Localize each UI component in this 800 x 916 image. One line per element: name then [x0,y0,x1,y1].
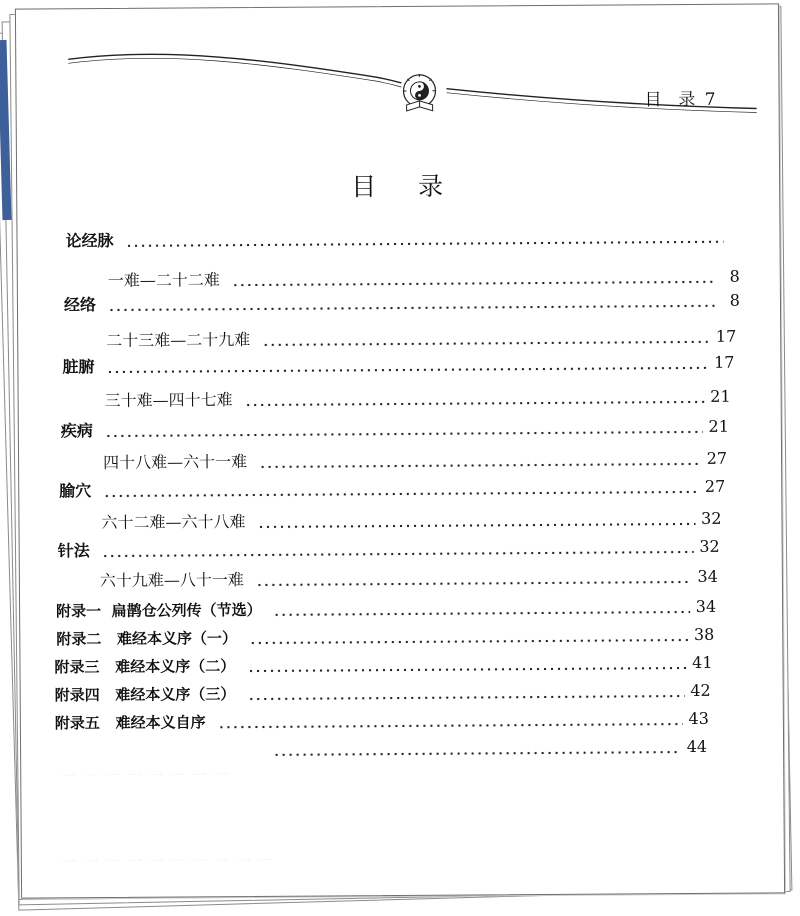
book-page [15,3,785,898]
toc-subentry-row [103,449,727,473]
toc-page-number: 27 [704,476,726,496]
dot-leader [258,522,696,529]
toc-subentry-row [100,567,718,591]
toc-subentry-row [105,387,731,411]
dot-leader [108,304,716,312]
toc-page-number: 27 [706,448,728,468]
toc-subentry-row [108,267,740,291]
running-head: 目 录 7 [644,89,718,111]
toc-page-number: 38 [693,624,715,644]
toc-section-row [64,291,740,316]
toc-page-number: 8 [729,266,740,286]
toc-entry-label: 附录二 难经本义序（一） [56,629,238,649]
toc-page-number: 32 [701,508,722,528]
toc-page-number: 21 [710,386,731,406]
dot-leader [262,340,710,347]
toc-entry-label: 针法 [57,541,90,561]
toc-entry-label: 一难—二十二难 [107,270,220,291]
dot-leader [273,750,681,757]
toc-page-number: 34 [697,566,718,586]
dot-leader [232,280,716,287]
toc-section-row [58,537,720,562]
toc-page-number: 21 [708,416,729,436]
toc-page-number: 8 [729,290,741,310]
dot-leader [247,666,686,673]
toc-page-number: 32 [699,536,720,556]
toc-subentry-row [101,509,721,533]
toc-section-row [62,353,734,378]
toc-page-number: 42 [690,680,711,700]
dot-leader [247,694,684,701]
toc-page-number: 41 [692,652,713,672]
toc-page-number: 44 [686,736,708,757]
toc-page-number: 43 [688,708,709,728]
toc-entry-label: 六十九难—八十一难 [99,570,244,591]
dot-leader [256,580,692,587]
toc-section-row [61,417,729,442]
dot-leader [259,462,701,469]
toc-leader-row [261,737,707,760]
toc-entry-label: 腧穴 [59,481,92,501]
toc-appendix-row [55,681,711,706]
toc-appendix-row [54,653,712,678]
toc-entry-label: 附录五 难经本义自序 [54,713,206,733]
toc-entry-label: 六十二难—六十八难 [101,512,246,533]
bleed-through-text: 一 一 一 一 一 一 一 一 一 一 [61,851,274,872]
toc-appendix-row [55,709,709,734]
toc-entry-label: 二十三难—二十九难 [106,330,251,351]
dot-leader [103,490,699,498]
dot-leader [102,550,694,558]
toc-page-number: 17 [715,326,737,346]
toc-appendix-row [56,597,716,622]
toc-entry-label: 经络 [63,295,97,315]
toc-page-number: 34 [695,596,717,616]
toc-entry-label: 四十八难—六十一难 [103,452,248,473]
toc-entry-label: 疾病 [60,421,93,441]
table-of-contents [16,4,784,897]
toc-entry-label: 附录三 难经本义序（二） [54,657,236,677]
dot-leader [218,722,683,729]
toc-subentry-row [106,327,736,351]
toc-entry-label: 三十难—四十七难 [104,390,233,411]
toc-entry-label: 论经脉 [65,230,114,251]
toc-entry-label: 附录四 难经本义序（三） [54,685,236,705]
dot-leader [245,400,705,407]
toc-appendix-row [56,625,714,650]
dot-leader [105,430,703,438]
dot-leader [274,610,690,617]
bleed-through-text: 一 一 一 一 一 一 一 一 [61,766,230,786]
dot-leader [126,240,724,248]
toc-page-number: 17 [713,352,735,372]
dot-leader [249,638,688,645]
toc-section-row [65,227,747,252]
dot-leader [106,366,708,374]
toc-section-row [59,477,725,502]
toc-entry-label: 附录一 扁鹊仓公列传（节选） [56,600,262,621]
toc-entry-label: 脏腑 [62,357,95,377]
page-title: 目 录 [351,171,446,202]
